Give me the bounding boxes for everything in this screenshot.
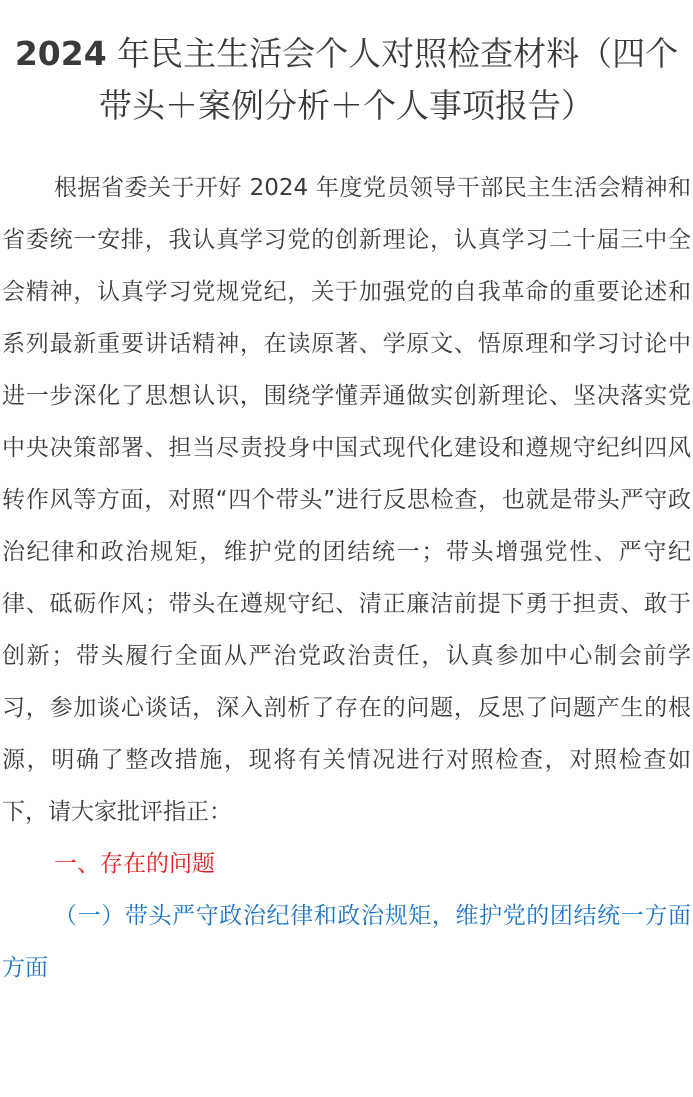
section-heading-problems: 一、存在的问题: [54, 851, 215, 877]
article-title: [0, 28, 693, 132]
subsection-heading-political-discipline: （一）带头严守政治纪律和政治规矩，维护党的团结统一方面方面: [2, 903, 691, 981]
title-text: 年民主生活会个人对照检查材料（四个带头＋案例分析＋个人事项报告）: [99, 34, 679, 125]
article-body: [0, 162, 693, 994]
intro-paragraph: 根据省委关于开好 2024 年度党员领导干部民主生活会精神和省委统一安排，我认真学习党的创新理论，认真学习二十届三中全会精神，认真学习党规党纪，关于加强党的自我革命的重要论述和系列最新重要讲话精神，在读原著、学原文、悟原理和学习讨论中进一步深化了思想认识，围绕学懂弄通做实创新理论、坚决落实党中央决策部署、担当尽责投身中国式现代化建设和遵规守纪纠四风转作风等方面，对照“四个带头”进行反思检查，也就是带头严守政治纪律和政治规矩，维护党的团结统一；带头增强党性、严守纪律、砥砺作风；带头在遵规守纪、清正廉洁前提下勇于担责、敢于创新；带头履行全面从严治党政治责任，认真参加中心制会前学习，参加谈心谈话，深入剖析了存在的问题，反思了问题产生的根源，明确了整改措施，现将有关情况进行对照检查，对照检查如下，请大家批评指正：: [2, 175, 691, 825]
title-year: 2024: [14, 34, 107, 73]
